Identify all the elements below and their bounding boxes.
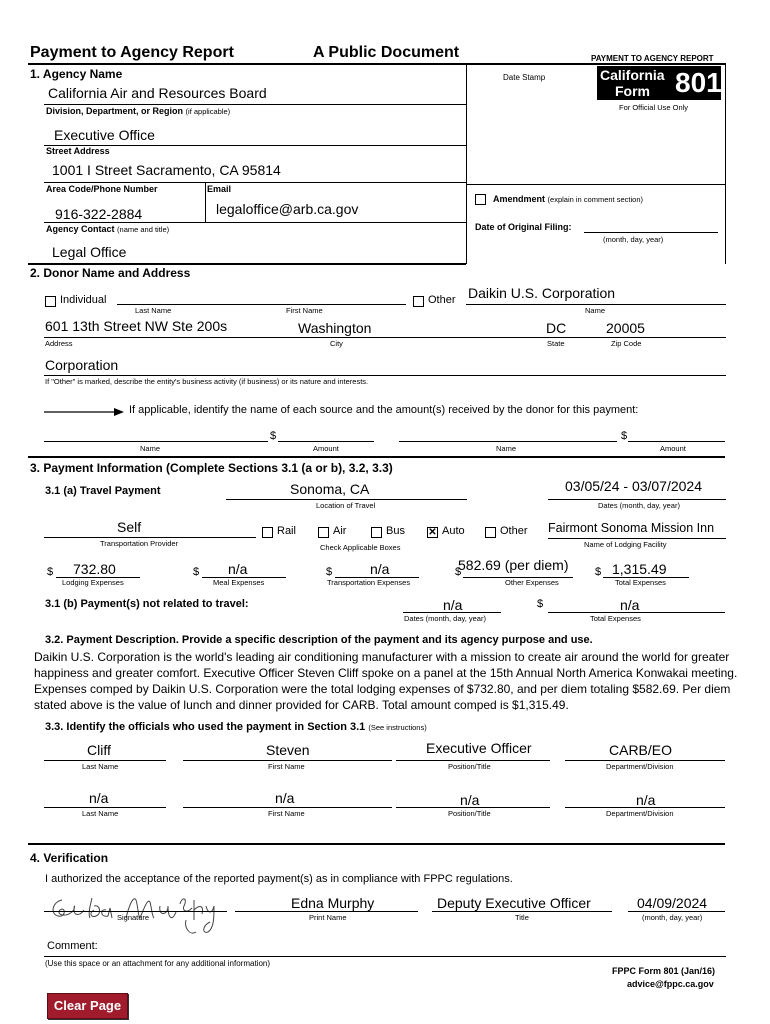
donor-business[interactable]: Corporation [45,357,119,373]
verification-statement: I authorized the acceptance of the reported payment(s) as in compliance with FPPC regulations. [45,873,513,885]
transport-expenses[interactable]: n/a [370,561,390,577]
check-boxes-note: Check Applicable Boxes [320,543,401,552]
payment-description[interactable]: Daikin U.S. Corporation is the world's leading air conditioning manufacturer with a mission to create air around the world for greater happiness and greater comfort. Executive Officer Steven Cliff spoke on a panel at the 15th Annual North America Konwakai meeting. Expenses comped by Daikin U.S. Corporation were the total lodging expenses of $732.80, and per diem totaling $582.69. Per diem stated above is the value of lunch and dinner provided for CARB. Total amount comped is $1,315.49. [34,650,738,712]
amendment-note: (explain in comment section) [547,195,643,204]
lodging-rule [548,538,726,539]
official2-last-name[interactable]: n/a [89,790,109,806]
signature-rule [44,911,227,912]
amendment-label [493,194,643,204]
section3-bottom-rule [28,843,725,845]
donor-zip[interactable]: 20005 [606,320,645,336]
address-label: Address [45,339,73,348]
source2-name-rule [399,441,617,442]
non-travel-dates-label: Dates (month, day, year) [404,614,486,623]
date-label: (month, day, year) [642,913,703,922]
city-label: City [330,339,343,348]
lodging-label: Name of Lodging Facility [584,540,667,549]
source-note: If applicable, identify the name of each source and the amount(s) received by the donor for this payment: [129,404,639,416]
section1-bottom-rule [28,263,466,265]
dates-label: Dates (month, day, year) [598,501,680,510]
section2-bottom-rule [28,456,725,458]
official1-last-name[interactable]: Cliff [87,742,111,758]
non-travel-total-rule [548,612,725,613]
email-label: Email [207,184,232,194]
o2-dept-label: Department/Division [606,809,674,818]
source2-amount-rule [628,441,725,442]
comment-label: Comment: [47,940,98,952]
bus-checkbox[interactable] [371,527,382,538]
donor-address[interactable]: 601 13th Street NW Ste 200s [45,318,228,334]
air-checkbox[interactable] [318,527,329,538]
contact-note: (name and title) [117,225,170,234]
source1-amount-label: Amount [313,444,339,453]
print-name-label: Print Name [309,913,347,922]
individual-checkbox[interactable] [45,296,56,307]
contact-label [46,224,169,234]
fppc-footer-form: FPPC Form 801 (Jan/16) [612,966,716,976]
total-expenses[interactable]: 1,315.49 [612,561,667,577]
other-transport-checkbox[interactable] [485,527,496,538]
form-number: 801 [675,67,722,98]
o1-dept-rule [565,760,725,761]
location-label: Location of Travel [316,501,376,510]
individual-name-rule [117,304,406,305]
section1-heading: 1. Agency Name [30,67,123,81]
donor-city[interactable]: Washington [298,320,372,336]
amendment-checkbox[interactable] [475,194,486,205]
officials-note: (See instructions) [368,723,427,732]
source2-amount-label: Amount [660,444,686,453]
street-label: Street Address [46,146,110,156]
source1-amount-rule [278,441,374,442]
o1-pos-label: Position/Title [448,762,491,771]
air-label: Air [333,525,347,537]
total-exp-label: Total Expenses [615,578,666,587]
signature-date[interactable]: 04/09/2024 [637,895,708,911]
provider-label: Transportation Provider [100,539,179,548]
travel-payment-label: 3.1 (a) Travel Payment [45,485,161,497]
stamp-box-right [725,63,726,264]
business-rule [44,375,726,376]
section3-heading: 3. Payment Information (Complete Sections 3.1 (a or b), 3.2, 3.3) [30,461,393,475]
business-note: If "Other" is marked, describe the entity's business activity (if business) or its nature and interests. [45,377,369,386]
bus-label: Bus [386,525,405,537]
other-expenses[interactable]: 582.69 (per diem) [458,557,569,573]
meal-exp-label: Meal Expenses [213,578,265,587]
non-travel-dates-rule [403,612,501,613]
donor-name-label: Name [585,306,606,315]
other-exp-label: Other Expenses [505,578,559,587]
original-filing-rule [584,232,718,233]
source1-name-label: Name [140,444,161,453]
official2-department[interactable]: n/a [636,792,656,808]
donor-state[interactable]: DC [546,320,567,336]
non-travel-total-label: Total Expenses [590,614,641,623]
o1-first-label: First Name [268,762,305,771]
rail-label: Rail [277,525,296,537]
source2-dollar: $ [621,430,628,442]
source1-dollar: $ [270,430,277,442]
division-note: (if applicable) [185,107,231,116]
provider-rule [44,537,256,538]
street-rule [44,182,466,183]
o2-pos-label: Position/Title [448,809,491,818]
arrow-icon [44,404,124,422]
last-name-label: Last Name [135,306,172,315]
donor-name[interactable]: Daikin U.S. Corporation [468,285,616,301]
ca-line2: Form [615,83,650,99]
division-label [46,106,230,116]
trans-dollar: $ [326,566,333,578]
top-right-label: PAYMENT TO AGENCY REPORT [591,54,714,63]
header-rule [28,63,725,65]
lodging-exp-label: Lodging Expenses [62,578,124,587]
travel-location[interactable]: Sonoma, CA [290,481,370,497]
print-name[interactable]: Edna Murphy [291,895,375,911]
phone-email-divider [205,182,206,222]
stamp-box-bottom [466,184,725,185]
title-label: Title [515,913,529,922]
form-title: Payment to Agency Report [30,44,234,61]
email-value[interactable]: legaloffice@arb.ca.gov [216,201,359,217]
state-label: State [547,339,565,348]
zip-label: Zip Code [611,339,642,348]
section2-heading: 2. Donor Name and Address [30,266,191,280]
division-label-text: Division, Department, or Region [46,106,184,116]
date-rule [628,911,725,912]
rail-checkbox[interactable] [262,527,273,538]
date-stamp-label: Date Stamp [503,73,546,82]
stamp-box-left [466,63,467,264]
source2-name-label: Name [496,444,517,453]
o2-first-rule [183,807,392,808]
contact-label-text: Agency Contact [46,224,115,234]
o1-pos-rule [396,760,550,761]
location-rule [226,499,467,500]
other-dollar: $ [455,566,462,578]
official1-department[interactable]: CARB/EO [609,742,673,758]
other-label: Other [428,294,456,306]
agency-rule [44,104,466,105]
first-name-label: First Name [286,306,323,315]
print-name-rule [235,911,418,912]
phone-rule [44,222,466,223]
phone-value[interactable]: 916-322-2884 [55,206,143,222]
official1-position[interactable]: Executive Officer [426,740,532,756]
donor-name-rule [466,304,726,305]
meal-dollar: $ [193,566,200,578]
description-heading: 3.2. Payment Description. Provide a specific description of the payment and its agency purpose and use. [45,634,593,646]
title-rule [432,911,612,912]
non-travel-dates[interactable]: n/a [443,597,463,613]
official1-first-name[interactable]: Steven [266,742,310,758]
o2-dept-rule [565,807,725,808]
travel-dates[interactable]: 03/05/24 - 03/07/2024 [565,478,703,494]
meal-expenses[interactable]: n/a [228,561,248,577]
trans-exp-label: Transportation Expenses [327,578,411,587]
o2-last-label: Last Name [82,809,119,818]
o1-dept-label: Department/Division [606,762,674,771]
original-filing-label: Date of Original Filing: [475,222,572,232]
public-document-label: A Public Document [313,44,460,61]
auto-label: Auto [442,525,465,537]
comment-rule [44,956,726,957]
comment-note: (Use this space or an attachment for any additional information) [45,959,271,968]
non-travel-total[interactable]: n/a [620,597,640,613]
clear-page-button[interactable]: Clear Page [47,993,128,1019]
street-value[interactable]: 1001 I Street Sacramento, CA 95814 [52,162,281,178]
official-use-label: For Official Use Only [619,103,689,112]
o1-last-label: Last Name [82,762,119,771]
o1-first-rule [183,760,392,761]
division-value[interactable]: Executive Office [54,127,155,143]
official2-position[interactable]: n/a [460,792,480,808]
original-filing-note: (month, day, year) [603,235,664,244]
california-form-badge [597,66,721,100]
source1-name-rule [44,441,268,442]
signer-title[interactable]: Deputy Executive Officer [437,895,591,911]
address-rule [44,337,726,338]
ca-line1: California [600,67,665,83]
officials-heading-text: 3.3. Identify the officials who used the payment in Section 3.1 [45,721,366,733]
o2-first-label: First Name [268,809,305,818]
section4-heading: 4. Verification [30,851,109,865]
fppc-footer-email: advice@fppc.ca.gov [627,979,714,989]
contact-value[interactable]: Legal Office [52,244,127,260]
other-transport-label: Other [500,525,528,537]
lodging-facility[interactable]: Fairmont Sonoma Mission Inn [548,521,715,535]
signature-label: Signature [117,913,150,922]
non-travel-dollar: $ [537,598,544,610]
individual-label: Individual [60,294,107,306]
phone-label: Area Code/Phone Number [46,184,158,194]
official2-first-name[interactable]: n/a [275,790,295,806]
lodging-expenses[interactable]: 732.80 [73,561,116,577]
o2-last-rule [44,807,166,808]
transport-provider[interactable]: Self [117,519,142,535]
agency-name[interactable]: California Air and Resources Board [48,85,267,101]
o2-pos-rule [396,807,550,808]
dates-rule [548,499,726,500]
auto-checkbox[interactable]: ✕ [428,527,437,538]
lodging-dollar: $ [47,566,54,578]
other-checkbox[interactable] [413,296,424,307]
total-dollar: $ [595,566,602,578]
o1-last-rule [44,760,166,761]
officials-heading [45,721,427,733]
amendment-label-text: Amendment [493,194,546,204]
non-travel-label: 3.1 (b) Payment(s) not related to travel: [45,598,249,610]
